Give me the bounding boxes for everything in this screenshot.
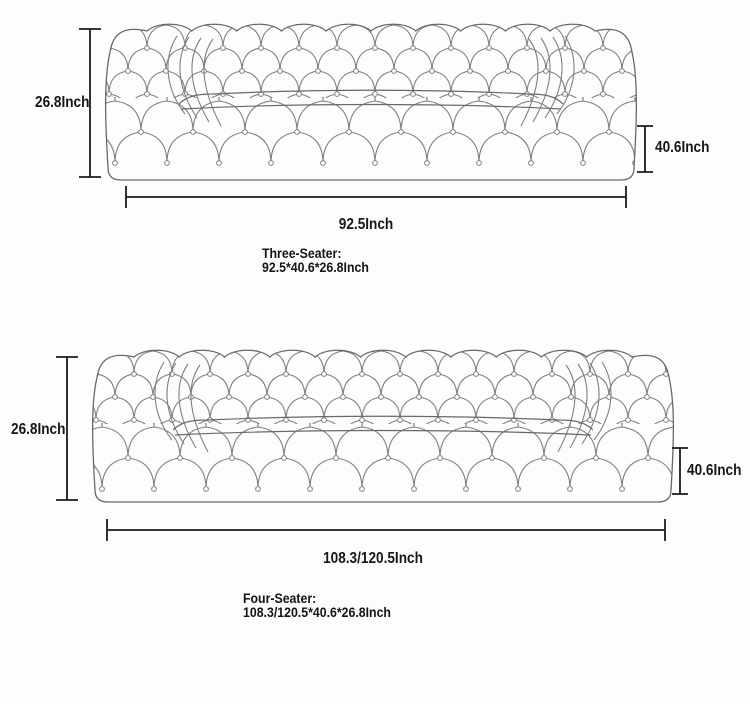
sofa-outline — [93, 350, 674, 502]
three-seater-sofa-drawing — [37, 24, 687, 180]
width-dimension-line — [126, 186, 626, 208]
width-dimension-line — [107, 519, 665, 541]
four-seater-caption-title: Four-Seater: — [243, 590, 317, 606]
four-seater-caption-dimensions: 108.3/120.5*40.6*26.8Inch — [243, 603, 391, 620]
three-seater-caption — [262, 247, 369, 274]
four-seater-height-label: 26.8Inch — [11, 421, 66, 438]
depth-dimension-line — [672, 448, 688, 494]
four-seater-width-label: 108.3/120.5Inch — [323, 550, 423, 567]
seat-cushion-welt — [173, 416, 593, 435]
four-seater-sofa-drawing — [24, 350, 726, 502]
tufting-mesh — [52, 25, 679, 119]
seat-tufting — [37, 70, 687, 165]
seat-cushion-welt — [179, 90, 563, 109]
three-seater-caption-dimensions: 92.5*40.6*26.8Inch — [262, 258, 369, 275]
sofa-body — [24, 351, 726, 491]
three-seater-depth-label: 40.6Inch — [655, 139, 710, 156]
three-seater-dimension-lines — [79, 29, 653, 208]
three-seater-caption-title: Three-Seater: — [262, 245, 342, 261]
three-seater-height-label: 26.8Inch — [35, 94, 90, 111]
tufting-mesh — [37, 70, 687, 165]
depth-dimension-line — [637, 126, 653, 172]
back-tufting — [52, 25, 679, 119]
tufting-mesh — [24, 396, 726, 491]
four-seater-caption — [243, 592, 391, 619]
sofa-body — [37, 25, 687, 165]
seat-tufting — [24, 396, 726, 491]
three-seater-width-label: 92.5Inch — [338, 216, 394, 233]
four-seater-depth-label: 40.6Inch — [687, 462, 742, 479]
